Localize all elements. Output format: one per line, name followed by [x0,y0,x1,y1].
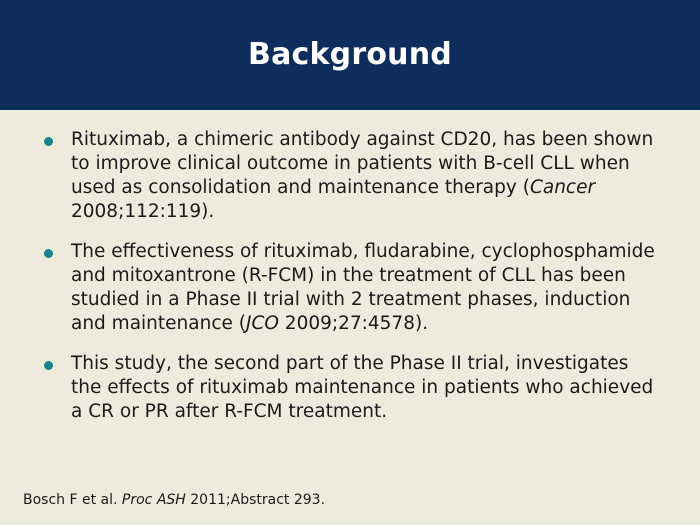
journal-name: Cancer [529,177,596,198]
bullet-text-pre: This study, the second part of the Phase II trial, investigates the effects of rituximab maintenance in patients who achieved a CR or PR after R-FCM treatment. [71,353,654,422]
slide-header [0,0,700,110]
bullet-text-pre: The effectiveness of rituximab, fludarabine, cyclophosphamide and mitoxantrone (R-FCM) in the treatment of CLL has been studied in a Phase II trial with 2 treatment phases, induction and maintenance ( [71,241,655,334]
bullet-dot-icon [44,137,53,146]
citation [23,491,325,509]
bullet-dot-icon [44,249,53,258]
slide-title: Background [248,36,452,72]
citation-authors: Bosch F et al. [23,492,122,508]
citation-journal: Proc ASH [121,492,186,508]
bullet-item [40,240,660,336]
bullet-list [40,128,660,440]
bullet-item [40,352,660,424]
bullet-text-post: 2009;27:4578). [278,313,429,334]
bullet-text-post: 2008;112:119). [71,201,215,222]
bullet-text-pre: Rituximab, a chimeric antibody against CD20, has been shown to improve clinical outcome in patients with B-cell CLL when used as consolidation and maintenance therapy ( [71,129,654,198]
bullet-dot-icon [44,361,53,370]
citation-details: 2011;Abstract 293. [185,492,326,508]
journal-name: JCO [245,313,279,334]
bullet-item [40,128,660,224]
